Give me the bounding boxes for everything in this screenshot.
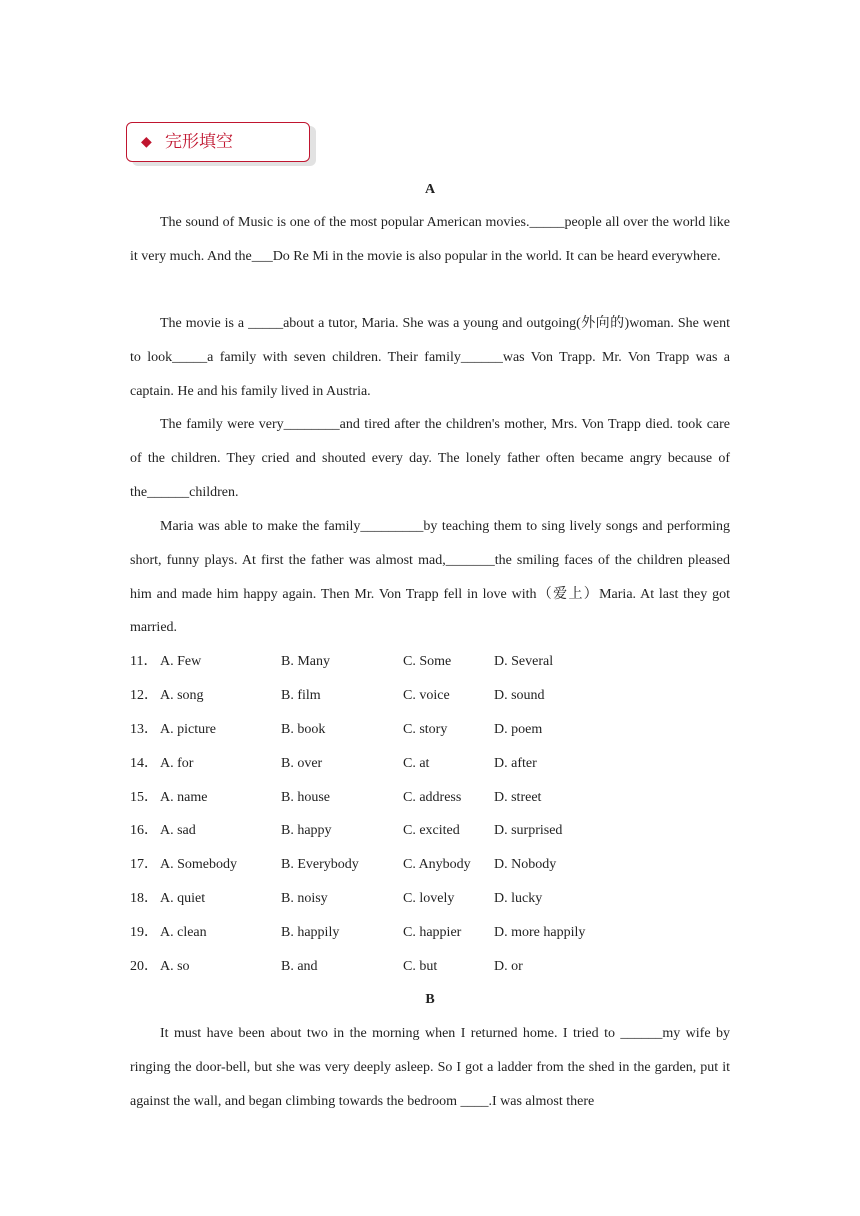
passage-b-paragraph-1: It must have been about two in the morning when I returned home. I tried to ______my wife by ringing the door-bell, but she was very deeply asleep. So I got a ladder from the shed in the garden, put it against the wall, and began climbing towards the bedroom ____.I was almost there bbox=[130, 1026, 730, 1109]
option-c: C. Some bbox=[403, 654, 452, 669]
section-b-heading: B bbox=[425, 992, 435, 1007]
passage-a-paragraph-2: The movie is a _____about a tutor, Maria. She was a young and outgoing(外向的)woman. She went to look_____a family with seven children. Their family______was Von Trapp. Mr. Von Trapp was a captain. He and his family lived in Austria. bbox=[130, 316, 730, 399]
option-d: D. after bbox=[494, 755, 537, 771]
option-d: D. or bbox=[494, 959, 523, 975]
section-a-heading: A bbox=[424, 182, 436, 197]
question-number: 17． bbox=[130, 857, 158, 873]
option-c: C. voice bbox=[403, 687, 450, 703]
option-c: C. Anybody bbox=[403, 857, 471, 873]
question-row-12 bbox=[130, 679, 730, 713]
question-number: 14． bbox=[130, 755, 158, 771]
question-row-17 bbox=[130, 848, 730, 882]
option-c: C. happier bbox=[403, 925, 462, 941]
question-row-19 bbox=[130, 916, 730, 950]
question-row-14 bbox=[130, 747, 730, 781]
option-b: B. house bbox=[281, 789, 330, 805]
option-a: A. for bbox=[160, 755, 194, 771]
option-c: C. at bbox=[403, 755, 430, 771]
option-d: D. sound bbox=[494, 687, 545, 703]
section-header-title: 完形填空 bbox=[165, 132, 233, 152]
option-b: B. film bbox=[281, 687, 321, 703]
section-header bbox=[126, 122, 310, 162]
question-row-16 bbox=[130, 814, 730, 848]
option-b: B. book bbox=[281, 721, 326, 737]
option-b: B. happy bbox=[281, 823, 332, 839]
question-row-11 bbox=[130, 645, 730, 679]
option-b: B. over bbox=[281, 755, 323, 771]
option-d: D. Nobody bbox=[494, 857, 557, 873]
passage-a-paragraph-1: The sound of Music is one of the most popular American movies._____people all over the world like it very much. And the___Do Re Mi in the movie is also popular in the world. It can be heard everywhere. bbox=[130, 215, 730, 264]
option-a: A. name bbox=[160, 789, 208, 805]
option-d: D. Several bbox=[494, 654, 554, 669]
question-row-13 bbox=[130, 713, 730, 747]
question-row-18 bbox=[130, 882, 730, 916]
option-d: D. surprised bbox=[494, 823, 563, 839]
option-c: C. lovely bbox=[403, 891, 455, 907]
option-d: D. street bbox=[494, 789, 542, 805]
option-d: D. lucky bbox=[494, 891, 543, 907]
option-a: A. Somebody bbox=[160, 857, 237, 873]
diamond-icon: ◆ bbox=[141, 134, 152, 150]
option-c: C. address bbox=[403, 789, 462, 805]
option-b: B. and bbox=[281, 959, 318, 975]
option-d: D. more happily bbox=[494, 925, 586, 941]
option-c: C. but bbox=[403, 959, 438, 975]
option-d: D. poem bbox=[494, 721, 543, 737]
question-number: 20． bbox=[130, 959, 158, 975]
question-number: 12． bbox=[130, 687, 158, 703]
question-number: 18． bbox=[130, 891, 158, 907]
option-a: A. quiet bbox=[160, 891, 206, 907]
option-a: A. sad bbox=[160, 823, 196, 839]
option-b: B. Many bbox=[281, 654, 330, 669]
option-a: A. clean bbox=[160, 925, 207, 941]
question-row-20 bbox=[130, 950, 730, 984]
option-b: B. happily bbox=[281, 925, 340, 941]
option-b: B. Everybody bbox=[281, 857, 359, 873]
question-number: 19． bbox=[130, 925, 158, 941]
question-row-15 bbox=[130, 781, 730, 815]
question-number: 13． bbox=[130, 721, 158, 737]
option-c: C. excited bbox=[403, 823, 460, 839]
option-a: A. so bbox=[160, 959, 190, 975]
question-number: 15． bbox=[130, 789, 158, 805]
option-a: A. Few bbox=[160, 654, 202, 669]
option-a: A. picture bbox=[160, 721, 216, 737]
question-number: 11． bbox=[130, 654, 158, 669]
option-a: A. song bbox=[160, 687, 204, 703]
passage-a-paragraph-4: Maria was able to make the family_________by teaching them to sing lively songs and performing short, funny plays. At first the father was almost mad,_______the smiling faces of the children pleased him and made him happy again. Then Mr. Von Trapp fell in love with（爱上）Maria. At last they got married. bbox=[130, 519, 730, 636]
option-b: B. noisy bbox=[281, 891, 328, 907]
question-number: 16． bbox=[130, 823, 158, 839]
passage-a-paragraph-3: The family were very________and tired after the children's mother, Mrs. Von Trapp died. took care of the children. They cried and shouted every day. The lonely father often became angry because of the______children. bbox=[130, 417, 730, 500]
option-c: C. story bbox=[403, 721, 448, 737]
question-options-list bbox=[130, 645, 730, 984]
